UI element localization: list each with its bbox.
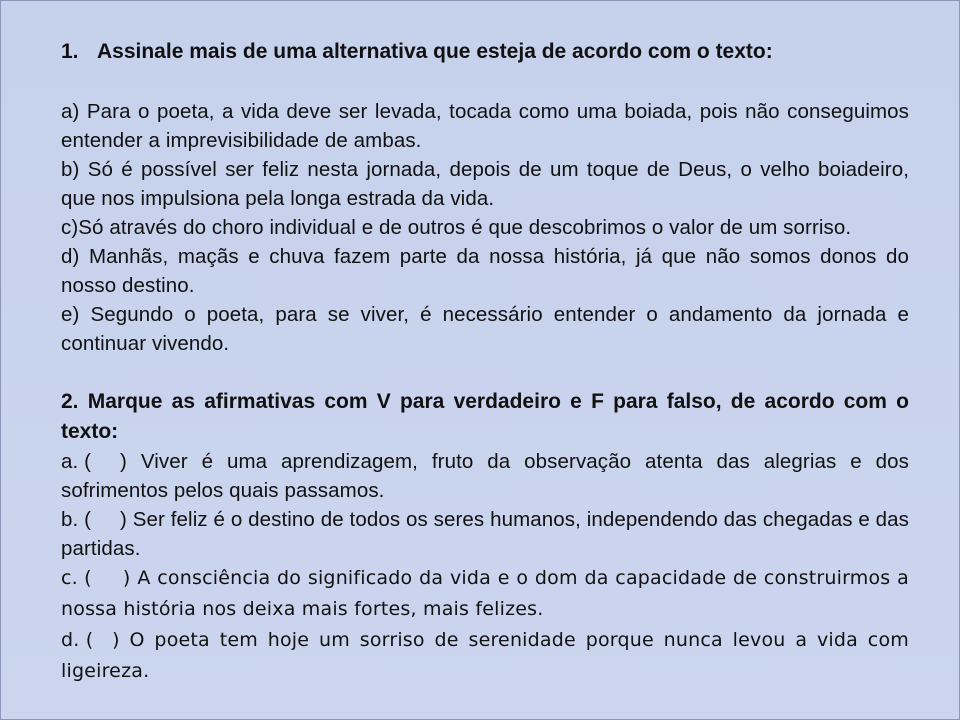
question-1-option-d: [61, 242, 909, 300]
question-1-number: 1.: [61, 40, 79, 63]
option-text: Só é possível ser feliz nesta jornada, depois de um toque de Deus, o velho boiadeiro, que nos impulsiona pela longa estrada da vida.: [61, 158, 909, 210]
option-text: Para o poeta, a vida deve ser levada, tocada como uma boiada, pois não conseguimos entender a imprevisibilidade de ambas.: [61, 100, 910, 152]
item-text: O poeta tem hoje um sorriso de serenidade porque nunca levou a vida com ligeireza.: [61, 629, 909, 682]
question-1-option-c: [61, 213, 909, 242]
option-label: b): [61, 158, 80, 181]
option-label: c): [61, 216, 79, 239]
option-label: a): [61, 100, 80, 123]
option-text: Segundo o poeta, para se viver, é necessário entender o andamento da jornada e continuar vivendo.: [61, 303, 910, 355]
option-label: e): [61, 303, 80, 326]
answer-blank: b. ( ): [61, 508, 127, 531]
option-label: d): [61, 245, 80, 268]
spacer: [61, 358, 909, 387]
content-area: [61, 37, 909, 687]
question-1-option-a: [61, 97, 909, 155]
answer-blank: c. ( ): [61, 567, 131, 589]
question-1-option-b: [61, 155, 909, 213]
item-text: Ser feliz é o destino de todos os seres humanos, independendo das chegadas e das partidas.: [61, 508, 910, 560]
item-text: A consciência do significado da vida e o dom da capacidade de construirmos a nossa história nos deixa mais fortes, mais felizes.: [61, 567, 909, 620]
item-text: Viver é uma aprendizagem, fruto da observação atenta das alegrias e dos sofrimentos pelos quais passamos.: [61, 450, 910, 502]
question-2-item-b: [61, 505, 909, 563]
question-2-item-c: [61, 563, 909, 625]
option-text: Só através do choro individual e de outros é que descobrimos o valor de um sorriso.: [78, 216, 852, 239]
option-text: Manhãs, maçãs e chuva fazem parte da nossa história, já que não somos donos do nosso destino.: [61, 245, 909, 297]
question-1-title-text: Assinale mais de uma alternativa que esteja de acordo com o texto:: [97, 40, 773, 63]
question-2-item-d: [61, 625, 909, 687]
question-1-option-e: [61, 300, 909, 358]
question-1-title: [61, 37, 909, 67]
answer-blank: a. ( ): [61, 450, 127, 473]
question-2-title: 2. Marque as afirmativas com V para verdadeiro e F para falso, de acordo com o texto:: [61, 390, 909, 443]
question-2-item-a: [61, 447, 909, 505]
answer-blank: d. ( ): [61, 629, 120, 651]
